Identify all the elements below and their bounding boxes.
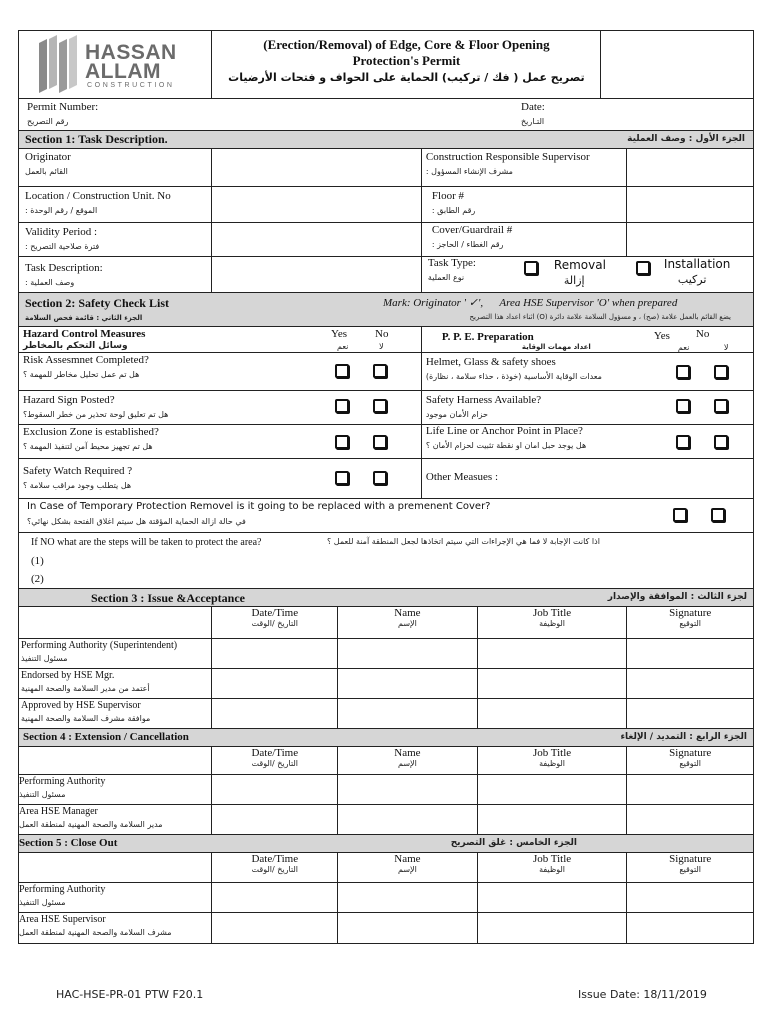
section4-title: Section 4 : Extension / Cancellation — [23, 731, 189, 743]
job-column-label-ar: الوظيفة — [539, 759, 565, 768]
signature-field[interactable] — [627, 775, 753, 804]
permit-form — [18, 30, 754, 944]
section2-title-ar: الجزء الثاني : قائمة فحص السلامة — [25, 314, 143, 322]
name-column-label-ar: الإسم — [398, 759, 417, 768]
job-title-field[interactable] — [478, 913, 628, 943]
title-en-line2: Protection's Permit — [352, 53, 461, 68]
mark-note-ar: يضع القائم بالعمل علامة (صح) ، و مسؤول السلامة علامة دائرة (O) اثناء اعداد هذا التصريح — [469, 313, 731, 321]
helmet-yes-checkbox[interactable] — [676, 365, 690, 379]
table-row — [19, 913, 753, 943]
hazard-no-label-ar: لا — [379, 342, 384, 351]
lifeline-no-checkbox[interactable] — [714, 435, 728, 449]
signature-field[interactable] — [627, 883, 753, 912]
blank-column-header — [19, 747, 212, 774]
ppe-header: P. P. E. Preparation — [441, 331, 534, 343]
temp-protection-no-checkbox[interactable] — [711, 508, 725, 522]
validity-field[interactable] — [212, 223, 421, 256]
section3-title: Section 3 : Issue &Acceptance — [91, 591, 245, 605]
title-cell — [212, 31, 601, 98]
row-label-cell — [19, 669, 212, 698]
signature-column-header — [627, 747, 753, 774]
approved-hse-supervisor-label-ar: موافقة مشرف السلامة والصحة المهنية — [21, 714, 151, 723]
risk-assessment-yes-checkbox[interactable] — [335, 364, 349, 378]
permit-number-label-ar: رقم التصريح — [27, 117, 69, 126]
supervisor-field[interactable] — [627, 149, 753, 186]
date-field[interactable] — [212, 913, 338, 943]
step-2-label: (2) — [31, 573, 44, 585]
section4-header — [19, 729, 753, 747]
form-header — [19, 31, 753, 99]
lifeline-label: Life Line or Anchor Point in Place? — [425, 425, 583, 437]
name-column-label: Name — [394, 853, 421, 865]
risk-assessment-label-ar: هل تم عمل تحليل مخاطر للمهمة ؟ — [23, 370, 140, 379]
hazard-sign-label-ar: هل تم تعليق لوحة تحذير من خطر السقوط؟ — [23, 410, 169, 419]
ppe-yes-label-ar: نعم — [677, 343, 690, 352]
tasktype-label-ar: نوع العملية — [427, 273, 465, 282]
hazard-yes-label: Yes — [331, 328, 348, 340]
job-column-label: Job Title — [532, 747, 572, 759]
checklist-header-row — [19, 327, 753, 353]
safety-watch-no-checkbox[interactable] — [373, 471, 387, 485]
checklist-item-left — [19, 459, 422, 498]
date-column-label-ar: التاريخ /الوقت — [251, 865, 299, 874]
signature-column-label-ar: التوقيع — [679, 865, 702, 874]
location-field[interactable] — [212, 187, 421, 222]
ppe-header-cell — [422, 327, 753, 352]
signature-column-label-ar: التوقيع — [679, 619, 702, 628]
row-label-cell — [19, 805, 212, 834]
originator-label-cell — [19, 149, 212, 186]
section1-title-ar: الجزء الأول : وصف العملية — [627, 134, 745, 144]
name-column-header — [338, 747, 478, 774]
safety-watch-label: Safety Watch Required ? — [23, 465, 133, 477]
supervisor-label-cell — [422, 149, 627, 186]
date-field[interactable] — [212, 639, 338, 668]
location-row — [19, 187, 753, 223]
cover-field[interactable] — [627, 223, 753, 256]
date-column-header — [212, 747, 338, 774]
ext-performing-authority-label-ar: مسئول التنفيذ — [19, 790, 66, 799]
harness-label: Safety Harness Available? — [425, 394, 542, 406]
area-hse-supervisor-label: Area HSE Supervisor — [19, 914, 106, 925]
issue-date: Issue Date: 18/11/2019 — [578, 988, 707, 1001]
date-column-label: Date/Time — [251, 853, 299, 865]
section2-header — [19, 293, 753, 327]
permit-number-row — [19, 99, 753, 131]
validity-label: Validity Period : — [25, 226, 98, 238]
name-column-header — [338, 853, 478, 882]
performing-authority-label-ar: مسئول التنفيذ — [21, 654, 68, 663]
if-no-question-ar: اذا كانت الإجابة لا فما هي الإجراءات التي سيتم اتخاذها لجعل المنطقة آمنة للعمل ؟ — [327, 537, 600, 546]
checklist-item-left — [19, 353, 422, 390]
cover-label-cell — [422, 223, 627, 256]
signature-field[interactable] — [627, 639, 753, 668]
signature-field[interactable] — [627, 913, 753, 943]
title-en-line1: (Erection/Removal) of Edge, Core & Floor Opening — [263, 37, 550, 52]
hazard-header-cell — [19, 327, 422, 352]
job-title-field[interactable] — [478, 669, 628, 698]
section5-columns-row — [19, 853, 753, 883]
date-label-ar: التـاريخ — [521, 117, 545, 126]
checklist-row — [19, 353, 753, 391]
area-hse-supervisor-label-ar: مشرف السلامة والصحة المهنية لمنطقة العمل — [19, 928, 172, 937]
harness-yes-checkbox[interactable] — [676, 399, 690, 413]
checklist-item-left — [19, 425, 422, 458]
job-column-header — [478, 747, 628, 774]
temp-protection-row — [19, 499, 753, 533]
date-field[interactable] — [212, 883, 338, 912]
name-column-header — [338, 607, 478, 638]
signature-field[interactable] — [627, 669, 753, 698]
table-row — [19, 639, 753, 669]
table-row — [19, 805, 753, 835]
name-column-label: Name — [394, 747, 421, 759]
supervisor-label-ar: مشرف الإنشاء المسؤول : — [425, 167, 513, 176]
name-column-label-ar: الإسم — [398, 865, 417, 874]
taskdesc-field[interactable] — [212, 257, 421, 292]
section1-title: Section 1: Task Description. — [25, 132, 168, 146]
section5-title: Section 5 : Close Out — [19, 837, 118, 849]
hazard-header-ar: وسائل التحكم بالمخاطر — [23, 341, 128, 351]
job-column-label: Job Title — [532, 853, 572, 865]
signature-column-label: Signature — [669, 747, 712, 759]
risk-assessment-no-checkbox[interactable] — [373, 364, 387, 378]
validity-label-ar: فترة صلاحية التصريح : — [25, 242, 100, 251]
signature-column-label: Signature — [669, 607, 712, 619]
endorsed-hse-mgr-label: Endorsed by HSE Mgr. — [21, 670, 115, 681]
approved-hse-supervisor-label: Approved by HSE Supervisor — [21, 700, 141, 711]
ppe-no-label-ar: لا — [723, 343, 729, 352]
section1-header — [19, 131, 753, 149]
hazard-yes-label-ar: نعم — [337, 342, 349, 351]
job-title-field[interactable] — [478, 775, 628, 804]
location-label: Location / Construction Unit. No — [25, 190, 171, 202]
permit-number-label: Permit Number: — [27, 101, 99, 113]
checklist-row — [19, 459, 753, 499]
mark-note: Mark: Originator ' ✓', Area HSE Supervisor 'O' when prepared — [383, 297, 678, 309]
exclusion-zone-yes-checkbox[interactable] — [335, 435, 349, 449]
date-column-label-ar: التاريخ /الوقت — [251, 619, 299, 628]
safety-watch-label-ar: هل يتطلب وجود مراقب سلامة ؟ — [23, 481, 132, 490]
section5-title-ar: الجزء الخامس : غلق التصريح — [450, 838, 577, 848]
floor-field[interactable] — [627, 187, 753, 222]
tasktype-cell — [422, 257, 753, 292]
logo-text-allam: ALLAM — [85, 60, 161, 83]
date-field[interactable] — [212, 699, 338, 728]
supervisor-label: Construction Responsible Supervisor — [425, 151, 590, 163]
job-title-field[interactable] — [478, 639, 628, 668]
safety-watch-yes-checkbox[interactable] — [335, 471, 349, 485]
other-measures-label: Other Measues : — [425, 471, 498, 483]
removal-label: Removal — [553, 258, 606, 272]
originator-field[interactable] — [212, 149, 421, 186]
floor-label: Floor # — [431, 190, 464, 202]
title-ar: تصريح عمل ( فك / تركيب) الحماية على الحواف و فتحات الأرضيات — [228, 71, 585, 84]
job-column-header — [478, 607, 628, 638]
name-field[interactable] — [338, 883, 478, 912]
ppe-yes-label: Yes — [653, 330, 670, 342]
taskdesc-label: Task Description: — [25, 262, 103, 274]
installation-label-ar: تركيب — [677, 273, 707, 286]
harness-no-checkbox[interactable] — [714, 399, 728, 413]
endorsed-hse-mgr-label-ar: أعتمد من مدير السلامة والصحة المهنية — [21, 684, 150, 693]
section5-header — [19, 835, 753, 853]
job-column-label: Job Title — [532, 607, 572, 619]
originator-label-ar: القائم بالعمل — [25, 167, 68, 176]
date-column-header — [212, 853, 338, 882]
date-column-label: Date/Time — [251, 747, 299, 759]
location-label-cell — [19, 187, 212, 222]
table-row — [19, 775, 753, 805]
area-hse-manager-label-ar: مدير السلامة والصحة المهنية لمنطقة العمل — [19, 820, 163, 829]
floor-label-ar: رقم الطابق : — [431, 206, 476, 215]
job-column-header — [478, 853, 628, 882]
logo-text-hassan: HASSAN — [85, 41, 177, 64]
signature-column-header — [627, 607, 753, 638]
table-row — [19, 883, 753, 913]
location-label-ar: الموقع / رقم الوحدة : — [25, 206, 98, 215]
area-hse-manager-label: Area HSE Manager — [19, 806, 98, 817]
row-label-cell — [19, 639, 212, 668]
temp-protection-yes-checkbox[interactable] — [673, 508, 687, 522]
originator-label: Originator — [25, 151, 71, 163]
name-field[interactable] — [338, 639, 478, 668]
signature-field[interactable] — [627, 699, 753, 728]
section2-title: Section 2: Safety Check List — [25, 296, 169, 310]
if-no-question: If NO what are the steps will be taken to protect the area? — [31, 537, 262, 548]
checklist-item-left — [19, 391, 422, 424]
row-label-cell — [19, 883, 212, 912]
taskdesc-label-cell — [19, 257, 212, 292]
ppe-no-label: No — [695, 328, 710, 340]
logo-cell — [19, 31, 212, 98]
temp-protection-question-ar: في حالة ازالة الحماية المؤقتة هل سيتم اغلاق الفتحة بشكل نهائي؟ — [27, 517, 246, 526]
signature-column-label: Signature — [669, 853, 712, 865]
ext-performing-authority-label: Performing Authority — [19, 776, 106, 787]
name-column-label-ar: الإسم — [398, 619, 417, 628]
taskdesc-label-ar: وصف العملية : — [25, 278, 75, 287]
date-field[interactable] — [212, 805, 338, 834]
header-blank-cell — [601, 31, 753, 98]
name-field[interactable] — [338, 669, 478, 698]
temp-protection-question: In Case of Temporary Protection Removel is it going to be replaced with a premenent Cover? — [27, 501, 491, 512]
checklist-row — [19, 425, 753, 459]
section3-columns-row — [19, 607, 753, 639]
logo-text-construction: CONSTRUCTION — [87, 82, 175, 89]
checklist-item-right — [422, 353, 753, 390]
originator-row — [19, 149, 753, 187]
installation-checkbox[interactable] — [636, 261, 650, 275]
removal-label-ar: إزالة — [563, 274, 585, 287]
hazard-header: Hazard Control Measures — [23, 328, 146, 340]
task-row — [19, 257, 753, 293]
helmet-label: Helmet, Glass & safety shoes — [425, 356, 556, 368]
risk-assessment-label: Risk Assesmnet Completed? — [23, 354, 149, 366]
row-label-cell — [19, 699, 212, 728]
blank-column-header — [19, 853, 212, 882]
job-column-label-ar: الوظيفة — [539, 619, 565, 628]
exclusion-zone-label: Exclusion Zone is established? — [23, 426, 159, 438]
tasktype-label: Task Type: — [427, 257, 476, 269]
name-field[interactable] — [338, 805, 478, 834]
ppe-header-ar: اعداد مهمات الوقاية — [521, 343, 591, 351]
date-column-label-ar: التاريخ /الوقت — [251, 759, 299, 768]
close-performing-authority-label: Performing Authority — [19, 884, 106, 895]
exclusion-zone-no-checkbox[interactable] — [373, 435, 387, 449]
signature-field[interactable] — [627, 805, 753, 834]
name-column-label: Name — [394, 607, 421, 619]
validity-row — [19, 223, 753, 257]
signature-column-label-ar: التوقيع — [679, 759, 702, 768]
step-1-label: (1) — [31, 555, 44, 567]
signature-column-header — [627, 853, 753, 882]
harness-label-ar: حزام الأمان موجود — [425, 410, 488, 419]
date-column-label: Date/Time — [251, 607, 299, 619]
hazard-sign-yes-checkbox[interactable] — [335, 399, 349, 413]
checklist-item-right — [422, 391, 753, 424]
row-label-cell — [19, 775, 212, 804]
hazard-sign-no-checkbox[interactable] — [373, 399, 387, 413]
section4-columns-row — [19, 747, 753, 775]
hazard-sign-label: Hazard Sign Posted? — [23, 394, 115, 406]
date-field[interactable] — [212, 775, 338, 804]
form-code: HAC-HSE-PR-01 PTW F20.1 — [56, 988, 204, 1001]
name-field[interactable] — [338, 699, 478, 728]
installation-label: Installation — [663, 257, 731, 271]
section3-header — [19, 589, 753, 607]
date-column-header — [212, 607, 338, 638]
exclusion-zone-label-ar: هل تم تجهيز محيط آمن لتنفيذ المهمة ؟ — [23, 442, 153, 451]
section3-title-ar: لجزء الثالث : الموافقة والإصدار — [607, 592, 747, 602]
if-no-steps-row[interactable] — [19, 533, 753, 589]
checklist-row — [19, 391, 753, 425]
table-row — [19, 699, 753, 729]
checklist-item-right — [422, 425, 753, 458]
floor-label-cell — [422, 187, 627, 222]
helmet-label-ar: معدات الوقاية الأساسية (خوذة ، حذاء سلامة ، نظارة) — [425, 372, 602, 381]
removal-checkbox[interactable] — [524, 261, 538, 275]
other-measures-cell[interactable] — [422, 459, 753, 498]
job-title-field[interactable] — [478, 805, 628, 834]
helmet-no-checkbox[interactable] — [714, 365, 728, 379]
performing-authority-label: Performing Authority (Superintendent) — [21, 640, 178, 651]
job-title-field[interactable] — [478, 699, 628, 728]
job-column-label-ar: الوظيفة — [539, 865, 565, 874]
cover-label: Cover/Guardrail # — [431, 224, 513, 236]
validity-label-cell — [19, 223, 212, 256]
section4-title-ar: الجزء الرابع : التمديد / الإلغاء — [620, 732, 747, 742]
cover-label-ar: رقم الغطاء / الحاجز : — [431, 240, 504, 249]
name-field[interactable] — [338, 913, 478, 943]
close-performing-authority-label-ar: مسئول التنفيذ — [19, 898, 66, 907]
permit-number-cell[interactable] — [19, 99, 753, 130]
lifeline-yes-checkbox[interactable] — [676, 435, 690, 449]
row-label-cell — [19, 913, 212, 943]
date-label: Date: — [521, 101, 545, 113]
hassan-allam-logo-icon — [37, 35, 81, 93]
lifeline-label-ar: هل يوجد حبل امان او نقطة تثبيت لحزام الأمان ؟ — [425, 441, 587, 450]
date-field[interactable] — [212, 669, 338, 698]
table-row — [19, 669, 753, 699]
blank-column-header — [19, 607, 212, 638]
job-title-field[interactable] — [478, 883, 628, 912]
hazard-no-label: No — [375, 328, 389, 340]
name-field[interactable] — [338, 775, 478, 804]
